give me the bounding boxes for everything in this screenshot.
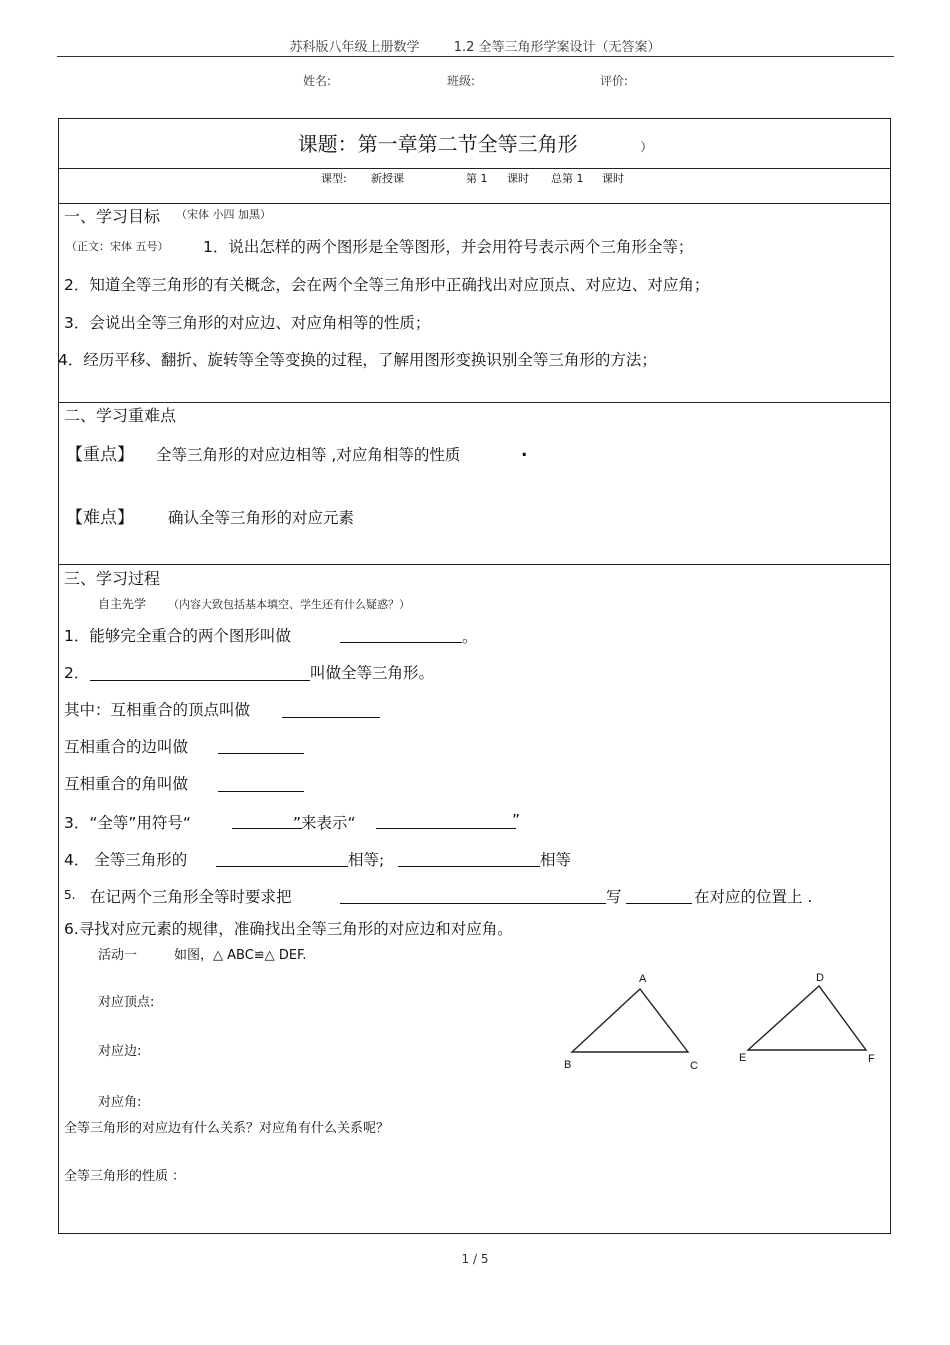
- question-4b: 相等;: [348, 851, 385, 869]
- property-prompt: 全等三角形的性质 ：: [64, 1169, 186, 1184]
- self-study-note: （内容大致包括基本填空、学生还有什么疑惑？）: [168, 598, 410, 611]
- activity-label: 活动一: [98, 948, 138, 963]
- blank-line: [90, 680, 310, 681]
- total-hour-unit: 课时: [602, 172, 624, 185]
- blank-line: [282, 717, 380, 718]
- body-format-note: （正文：宋体 五号）: [66, 240, 169, 253]
- blank-line: [398, 866, 540, 867]
- row-separator: [58, 168, 891, 169]
- question-5a: 在记两个三角形全等时要求把: [90, 888, 292, 906]
- class-label: 班级:: [447, 74, 476, 88]
- blank-line: [218, 753, 304, 754]
- vertex-label-b: B: [564, 1059, 572, 1071]
- hour-unit: 课时: [507, 172, 529, 185]
- blank-line: [216, 866, 348, 867]
- goal-item: 3．会说出全等三角形的对应边、对应角相等的性质；: [64, 314, 431, 332]
- section-keypoints-heading: 二、学习重难点: [64, 406, 177, 425]
- page-number: 1 / 5: [461, 1252, 489, 1266]
- header-left: 苏科版八年级上册数学: [289, 40, 420, 55]
- key-point-text: 全等三角形的对应边相等 ,对应角相等的性质: [156, 446, 461, 464]
- question-2-number: 2．: [64, 664, 90, 682]
- question-5c: 在对应的位置上 .: [694, 888, 813, 906]
- question-3c: ”: [512, 811, 521, 829]
- vertex-label-d: D: [816, 972, 824, 984]
- blank-line: [340, 903, 606, 904]
- question-3b: ”来表示“: [293, 814, 356, 832]
- hour-number: 第 1: [466, 172, 488, 185]
- question-6: 6.寻找对应元素的规律，准确找出全等三角形的对应边和对应角。: [64, 920, 513, 938]
- question-3a: 3．“全等”用符号“: [64, 814, 191, 832]
- vertex-label-f: F: [868, 1053, 875, 1065]
- activity-text: 如图，△ ABC≌△ DEF.: [174, 948, 307, 963]
- title-paren: ）: [640, 140, 653, 154]
- lesson-type-label: 课型:: [321, 172, 347, 185]
- goal-item: 4．经历平移、翻折、旋转等全等变换的过程，了解用图形变换识别全等三角形的方法；: [58, 351, 657, 369]
- goal-item: 1．说出怎样的两个图形是全等图形，并会用符号表示两个三角形全等；: [203, 238, 694, 256]
- question-4c: 相等: [540, 851, 572, 869]
- page-title: [0, 128, 950, 157]
- header-rule: [57, 56, 894, 57]
- corresponding-vertices: 对应顶点:: [98, 995, 155, 1010]
- corresponding-angles: 对应角:: [98, 1095, 142, 1110]
- difficulty-text: 确认全等三角形的对应元素: [168, 509, 355, 527]
- row-separator: [58, 402, 891, 403]
- blank-line: [340, 642, 462, 643]
- blank-line: [218, 791, 304, 792]
- triangle-abc: [572, 989, 688, 1052]
- vertex-label-a: A: [639, 973, 647, 985]
- key-point-dot: .: [521, 441, 528, 461]
- row-separator: [58, 564, 891, 565]
- question-4a: 4． 全等三角形的: [64, 851, 188, 869]
- corresponding-sides: 对应边:: [98, 1044, 142, 1059]
- blank-line: [626, 903, 692, 904]
- blank-line: [376, 828, 516, 829]
- question-2c: 互相重合的角叫做: [64, 775, 189, 793]
- question-5b: 写: [606, 888, 622, 906]
- page-header: [0, 36, 950, 55]
- question-1: 1．能够完全重合的两个图形叫做: [64, 627, 291, 645]
- congruent-triangles-figure: [540, 960, 890, 1080]
- heading-format-note: （宋体 小四 加黑）: [176, 208, 271, 221]
- question-1-end: 。: [462, 628, 478, 646]
- question-2a: 其中：互相重合的顶点叫做: [64, 701, 251, 719]
- question-2b: 互相重合的边叫做: [64, 738, 189, 756]
- section-goals-heading: 一、学习目标: [64, 207, 161, 226]
- triangle-def: [748, 986, 866, 1050]
- goal-item: 2．知道全等三角形的有关概念，会在两个全等三角形中正确找出对应顶点、对应边、对应角；: [64, 276, 710, 294]
- vertex-label-e: E: [739, 1052, 747, 1064]
- lesson-type: 新授课: [371, 172, 404, 185]
- key-point-label: 【重点】: [66, 445, 134, 465]
- eval-label: 评价:: [600, 74, 629, 88]
- difficulty-label: 【难点】: [66, 508, 134, 528]
- relation-question: 全等三角形的对应边有什么关系？对应角有什么关系呢？: [64, 1121, 390, 1136]
- question-5-number: 5.: [64, 888, 76, 902]
- row-separator: [58, 203, 891, 204]
- title-text: 课题：第一章第二节全等三角形: [297, 132, 578, 156]
- question-2-text: 叫做全等三角形。: [310, 664, 435, 682]
- section-process-heading: 三、学习过程: [64, 569, 161, 588]
- name-label: 姓名:: [303, 74, 332, 88]
- blank-line: [232, 828, 302, 829]
- vertex-label-c: C: [690, 1060, 698, 1072]
- header-right: 1.2 全等三角形学案设计（无答案）: [453, 40, 661, 55]
- total-hours: 总第 1: [551, 172, 584, 185]
- self-study-label: 自主先学: [98, 597, 147, 611]
